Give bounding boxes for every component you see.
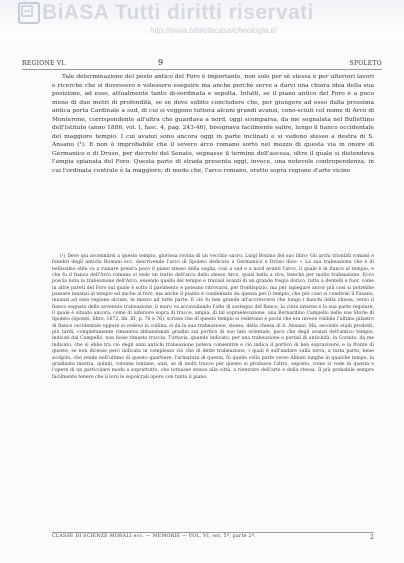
watermark-banner [0,0,404,40]
page-footer [52,534,374,539]
footer-series: CLASSE DI SCIENZE MORALI ecc. — MEMORIE — VOL. VI, ser. 5ª, parte 2ª. [52,534,256,539]
running-head-region: REGIONE VI. [22,60,67,67]
footnotes [52,254,374,381]
library-logo-icon [18,2,40,24]
footnote: (¹) Deve qui accennarsi a questo tempio, gloriosa rovina di un vecchio sacro. Luigi Bonino del suo libro: Gli archi trionfali romani e funebri degli antichi Romani ecc. descrivendo l'arco di Spoleto dedicato a Germanico e Druso dice: « La sua trabeazione che è di bellissimo stile va a ruinare press'a poco il piano stesso della soglia, così a sud e a nord avanti l'arco, il quale è in fianco al tempio, e che fu il fianco dell'Arco romano si vede un tratto dell'arco dello stesso Arco, quasi bella a riva, benchè per molto trabeazione. Ecco poscia nota la trabeazione dell'Arco, essendo quella del tempio e travaul avanzi di un grande fregio dorico, tutto a dentelli e fuor, come in altre pareti del Foro sul quale è sotto il pavimento e poteano ritrovarsi, per frontispizio, ma per ispiegare ancor più così si potrebbe passare innanzi al tempio ed anche al foro, ma anche il pianto è condensato da questa per il tempio, che per caso si condivisi il Fasano, innanzi ad esso regione alcune, in mezzo ad tutte parte. E ciò fu ben grande all'accrescersi che lungo i fianchi della chiesa, verso il fianco segnato dello avvenuto trabeazione, il muro va accavallando l'alto di sostegno del fianco, la cinta interna e la sua parte regolare, il quale è situato ancora, come di inferiore sopra di tracce, ampia, di tal sopraelevazione, una Bernardino Campello nelle sue Storie di Spoleto (Spoleti, libro, 1672, lib. III, p. 70 e 76), scrisse che di questo tempio si vedevano e pochi che era invece visibile l'ultimo pilastro di fianco occidentale oppure si vedeva la collina, si da la sua trabeazione, stesso, della chiesa di S. Ansano. Ma, secondo studi prodotti, più tardi, completamente rimaneva abbandonati gradini sul portico di suo lato orientale, poco che degli avanzi dell'antico tempio, indicati dal Campello, non fosse rimasto traccia. Tuttavia, quando indicato, per una trabeazione e portali di antichità, in Corinto, da me indicato, che si ebbe tra ciò degli anni antichi trabeazione poteva consentire e ciò indica il portico di ben sopravivere, e la fronte di queste, se non dicesse però indicata in complesso ciò che di dette trabeazione, i quali è sull'andare sulla terra, a tutta parte, bene scolpito, che rende nell'ultimo di questo quartiere; l'armatura di questa, fu quello colla parte verso Abbati lunghe in qualche tempo, la gradinata mostra, quindi, colonne lontane, anzi, se di molti tracce per questo si produsse l'altro, esposto, come si vede in questa e l'opere di un particolare modo a soprattutto, che tornasse stesso alla città, a rientrare dell'arte e della stessa, Il più probabile sempre facilmente tenere che il loro le sepolcrali opere con tanto il piano. [52,254,374,380]
watermark-url: http://www.bibliotecasarcheologia.it/ [150,26,277,35]
header-rule [22,69,382,70]
body-paragraph: Tale determinazione del posto antico del Foro è importante, non solo per sè stessa e per ulteriori lavori e ricerche che si dovessero o volessero eseguire ma anche perchè serve a darvi una chiara idea della sua posizione, ad esso, attualmente tanto di-sordinata e sepolta. Infatti, se il piano antico del Foro è a poco meno di due metri di profondità, se se deve subito concludere che, per giungere ad esso dalla prossima antica porta Cardinale a sud, di cui si veggono tuttora alcuni grandi avanzi, cono-sciuti col nome di Arco di Monterone, corrispondente all'altra che guardava a nord, oggi scomparsa, da me segnalata nel Bullettino dell'Istituto (anno 1886, vol. I, fasc. 4, pag. 243-46), bisognava facilmente salire, lungo il fianco occidentale del maggiore tempio. I cui avanzi sono ancora oggi in parte inclinati e si vedono stesso a destra di S. Ansano (¹). E non è improbabile che il severo arco romano sorto nel mezzo di questa via in onore di Germanico e di Druso, per decreto del Senato, segnasse il termine dell'ascesa, oltre il quale si distendeva l'ampia spianata del Foro. Questa parte di strada presenta oggi, invece, una notevole contropendenza, in cui l'ordinata centrale è la maggiore; di modo che, l'arco romano, eretto sopra regione d'arte vicine [52,74,374,175]
body-text [52,73,374,176]
watermark-title: BiASA Tutti diritti riservati [42,1,314,24]
footer-signature: 2 [369,534,374,541]
running-head-place: SPOLETO [349,60,382,67]
footer-rule [52,532,374,533]
page-number: 9 [158,58,164,67]
